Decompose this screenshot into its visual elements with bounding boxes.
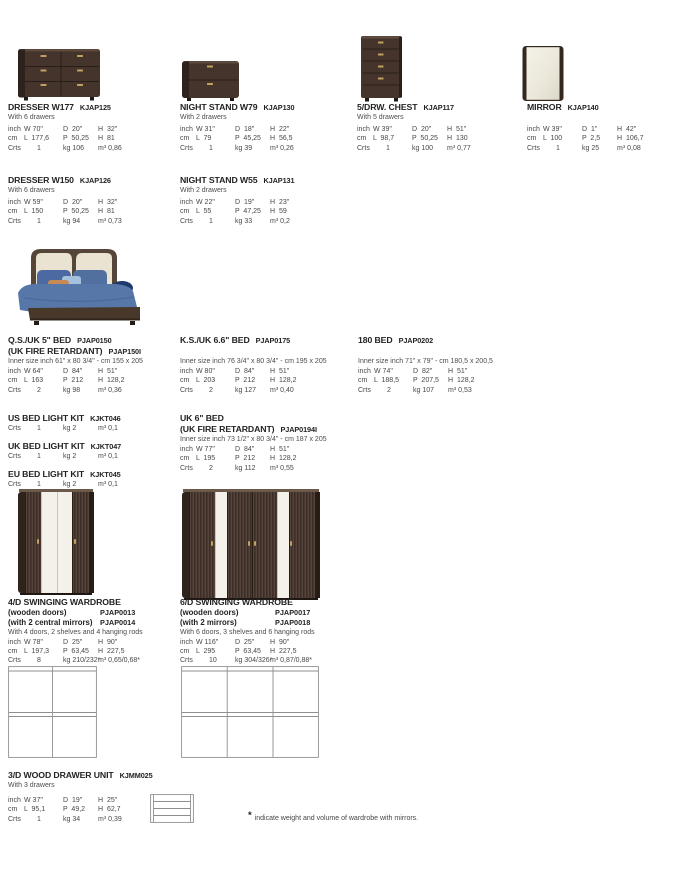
spec-row-cm: cm L 150 P 50,25 H 81 bbox=[8, 208, 115, 216]
five-drawer-chest-photo bbox=[357, 33, 407, 103]
product-code: PJAP0013 bbox=[100, 607, 136, 617]
product-name: US BED LIGHT KIT bbox=[8, 413, 85, 423]
wardrobe-handle bbox=[74, 539, 76, 544]
product-title-line2 bbox=[8, 346, 152, 357]
spec-row-inch: inch W 64" D 84" H 51" bbox=[8, 368, 118, 375]
spec-row-inch: inch W 77" D 84" H 51" bbox=[180, 446, 290, 453]
spec-row-crts: Crts 2 kg 112 m³ 0,55 bbox=[180, 464, 294, 472]
product-name: 6/D SWINGING WARDROBE bbox=[180, 597, 293, 607]
product-variant-line: (with 2 central mirrors) PJAP0014 bbox=[8, 617, 136, 627]
product-name: 5/DRW. CHEST bbox=[357, 102, 418, 112]
product-block-us-light-kit bbox=[8, 413, 152, 433]
spec-row-inch: inch W 31" D 18" H 22" bbox=[180, 126, 290, 133]
product-title-line bbox=[8, 335, 152, 346]
spec-row-crts: Crts 1 kg 33 m³ 0,2 bbox=[180, 217, 290, 225]
wardrobe-4d-photo bbox=[18, 489, 94, 595]
spec-row-crts: Crts 2 kg 107 m³ 0,53 bbox=[358, 386, 472, 394]
spec-row-cm: cm L 197,3 P 63,45 H 227,5 bbox=[8, 647, 125, 655]
product-name: 3/D WOOD DRAWER UNIT bbox=[8, 770, 114, 780]
product-code: PJAP0018 bbox=[275, 617, 311, 627]
spec-table bbox=[8, 796, 153, 824]
spec-row-crts: Crts 1 kg 34 m³ 0,39 bbox=[8, 815, 122, 823]
product-code: PJAP0150 bbox=[77, 336, 112, 345]
spec-row-inch: inch W 70" D 20" H 32" bbox=[8, 126, 118, 133]
spec-row-cm: cm L 195 P 212 H 128,2 bbox=[180, 455, 297, 463]
spec-table bbox=[180, 125, 324, 153]
inner-size: Inner size inch 73 1/2" x 80 3/4" - cm 187 x 205 bbox=[180, 436, 327, 443]
nightstand-w79-photo bbox=[180, 56, 242, 103]
product-title-line bbox=[527, 102, 671, 113]
wardrobe-6d-photo bbox=[182, 489, 320, 600]
product-title-line bbox=[180, 597, 324, 608]
product-name: DRESSER W177 bbox=[8, 102, 74, 112]
product-block-wardrobe-6d bbox=[180, 597, 324, 665]
product-subtitle: With 2 drawers bbox=[180, 114, 227, 121]
product-code: KJKT045 bbox=[90, 469, 121, 479]
product-code: KJMM025 bbox=[119, 771, 153, 780]
inner-size: Inner size inch 61" x 80 3/4" - cm 155 x 205 bbox=[8, 358, 143, 365]
product-title-line bbox=[8, 469, 152, 480]
product-name: EU BED LIGHT KIT bbox=[8, 468, 85, 479]
bed-light-kits bbox=[8, 413, 152, 489]
spec-row-cm: cm L 100 P 2,5 H 106,7 bbox=[527, 135, 644, 143]
product-title-line bbox=[8, 175, 152, 186]
wardrobe-handle bbox=[37, 539, 39, 544]
spec-row-cm: cm L 95,1 P 49,2 H 62,7 bbox=[8, 806, 121, 814]
spec-row-crts: Crts 2 kg 98 m³ 0,36 bbox=[8, 386, 122, 394]
footnote bbox=[248, 810, 418, 822]
spec-row-crts: Crts 10 kg 304/326* m³ 0,87/0,88* bbox=[180, 657, 313, 665]
spec-row-crts: Crts 8 kg 210/232* m³ 0,65/0,68* bbox=[8, 657, 141, 665]
product-code: KJAP117 bbox=[423, 103, 454, 112]
footnote-text: indicate weight and volume of wardrobe with mirrors. bbox=[254, 815, 419, 822]
product-code: KJAP125 bbox=[79, 103, 111, 112]
product-title-line bbox=[180, 175, 324, 186]
wardrobe-handle bbox=[211, 541, 213, 546]
product-block-mirror bbox=[527, 102, 671, 153]
product-code: KJAP131 bbox=[263, 176, 295, 185]
spec-row-cm: cm L 177,6 P 50,25 H 81 bbox=[8, 135, 115, 143]
product-code: KJAP126 bbox=[79, 176, 111, 185]
product-name: 4/D SWINGING WARDROBE bbox=[8, 597, 121, 607]
product-title-line bbox=[180, 335, 327, 346]
product-subtitle: With 6 drawers bbox=[8, 187, 55, 194]
spec-table bbox=[180, 367, 327, 395]
product-subtitle: With 6 doors, 3 shelves and 6 hanging rods bbox=[180, 628, 315, 636]
inner-size: Inner size inch 76 3/4" x 80 3/4" - cm 195 x 205 bbox=[180, 358, 327, 365]
asterisk-icon: * bbox=[248, 810, 252, 821]
spec-table bbox=[527, 125, 671, 153]
product-title-line2 bbox=[180, 424, 327, 435]
wardrobe-handle bbox=[248, 541, 250, 546]
spec-table bbox=[180, 198, 324, 226]
spec-row-inch: inch W 80" D 84" H 51" bbox=[180, 368, 290, 375]
spec-row-cm: cm L 98,7 P 50,25 H 130 bbox=[357, 135, 468, 143]
product-title-line bbox=[8, 413, 152, 424]
spec-row-cm: cm L 203 P 212 H 128,2 bbox=[180, 377, 297, 385]
product-subtitle: With 4 doors, 2 shelves and 4 hanging rods bbox=[8, 628, 143, 636]
spec-row-cm: cm L 79 P 45,25 H 56,5 bbox=[180, 135, 293, 143]
wardrobe-handle bbox=[254, 541, 256, 546]
spec-row-crts: Crts 1 kg 2 m³ 0,1 bbox=[8, 425, 118, 432]
spec-row-crts: Crts 1 kg 2 m³ 0,1 bbox=[8, 452, 118, 460]
packing-diagram-4d bbox=[8, 666, 97, 758]
product-block-wardrobe-4d bbox=[8, 597, 152, 665]
product-block-qs-uk5-bed bbox=[8, 335, 152, 395]
spec-table bbox=[357, 125, 501, 153]
product-title-line bbox=[180, 102, 324, 113]
spec-row-crts: Crts 1 kg 106 m³ 0,86 bbox=[8, 144, 122, 152]
product-block-eu-light-kit bbox=[8, 469, 152, 489]
spec-table bbox=[8, 638, 152, 666]
product-name: UK BED LIGHT KIT bbox=[8, 440, 85, 451]
product-block-dresser-w150 bbox=[8, 175, 152, 226]
product-block-ks-uk66-bed bbox=[180, 335, 327, 395]
product-name: Q.S./UK 5" BED bbox=[8, 335, 72, 345]
spec-row-inch: inch W 74" D 82" H 51" bbox=[358, 368, 468, 375]
product-name: NIGHT STAND W79 bbox=[180, 102, 258, 112]
product-title-line bbox=[180, 413, 327, 424]
product-title-line bbox=[8, 770, 153, 781]
packing-diagram-6d bbox=[181, 666, 319, 758]
product-subtitle: With 2 drawers bbox=[180, 187, 227, 194]
product-name: 180 BED bbox=[358, 335, 393, 345]
spec-row-inch: inch W 116" D 25" H 90" bbox=[180, 638, 290, 646]
product-block-180-bed bbox=[358, 335, 502, 395]
spec-row-inch: inch W 37" D 19" H 25" bbox=[8, 797, 118, 804]
product-code: PJAP0014 bbox=[100, 617, 136, 627]
drawer-unit-diagram bbox=[150, 794, 194, 823]
spec-row-crts: Crts 1 kg 25 m³ 0,08 bbox=[527, 144, 641, 152]
product-block-nightstand-w79 bbox=[180, 102, 324, 153]
product-block-3d-drawer-unit bbox=[8, 770, 153, 824]
bed-photo bbox=[10, 245, 158, 329]
product-code: PJAP0194I bbox=[280, 425, 317, 434]
spec-table bbox=[358, 367, 502, 395]
product-block-5drw-chest bbox=[357, 102, 501, 153]
inner-size: Inner size inch 71" x 79" - cm 180,5 x 200,5 bbox=[358, 358, 493, 365]
product-block-uk6-bed bbox=[180, 413, 327, 473]
spec-row-inch: inch W 22" D 19" H 23" bbox=[180, 199, 290, 206]
spec-row-crts: Crts 2 kg 127 m³ 0,40 bbox=[180, 386, 294, 394]
product-code: KJKT046 bbox=[90, 414, 121, 423]
spec-row-cm: cm L 163 P 212 H 128,2 bbox=[8, 377, 125, 385]
product-code: PJAP0202 bbox=[398, 336, 434, 345]
spec-table bbox=[180, 638, 324, 666]
spec-table bbox=[8, 125, 152, 153]
product-name: UK 6" BED bbox=[180, 413, 224, 423]
spec-row-inch: inch W 39" D 20" H 51" bbox=[357, 126, 467, 133]
mirror-photo bbox=[522, 45, 564, 102]
spec-row-crts: Crts 1 kg 2 m³ 0,1 bbox=[8, 480, 118, 488]
product-name: (UK FIRE RETARDANT) bbox=[8, 346, 103, 356]
product-code: PJAP0017 bbox=[275, 607, 311, 617]
spec-row-crts: Crts 1 kg 94 m³ 0,73 bbox=[8, 217, 122, 225]
product-variant-line: (wooden doors) PJAP0017 bbox=[180, 607, 311, 617]
product-title-line bbox=[8, 441, 152, 452]
spec-row-cm: cm L 188,5 P 207,5 H 128,2 bbox=[358, 377, 475, 385]
product-block-uk-light-kit bbox=[8, 441, 152, 461]
product-name: (UK FIRE RETARDANT) bbox=[180, 424, 275, 434]
product-code: KJAP140 bbox=[567, 103, 599, 112]
spec-table bbox=[8, 198, 152, 226]
product-variant-line: (wooden doors) PJAP0013 bbox=[8, 607, 136, 617]
spec-row-crts: Crts 1 kg 100 m³ 0,77 bbox=[357, 144, 471, 152]
wardrobe-handle bbox=[290, 541, 292, 546]
dresser-w177-photo bbox=[16, 46, 102, 103]
product-name: MIRROR bbox=[527, 102, 562, 112]
product-subtitle: With 5 drawers bbox=[357, 114, 404, 121]
product-code: KJKT047 bbox=[90, 441, 122, 451]
product-name: DRESSER W150 bbox=[8, 175, 74, 185]
product-name: NIGHT STAND W55 bbox=[180, 175, 258, 185]
spec-row-inch: inch W 39" D 1" H 42" bbox=[527, 126, 637, 133]
product-variant-line: (with 2 mirrors) PJAP0018 bbox=[180, 617, 311, 627]
product-block-dresser-w177 bbox=[8, 102, 152, 153]
product-subtitle: With 6 drawers bbox=[8, 114, 55, 121]
product-title-line bbox=[358, 335, 502, 346]
spec-row-cm: cm L 295 P 63,45 H 227,5 bbox=[180, 647, 297, 655]
product-title-line bbox=[8, 102, 152, 113]
product-code: PJAP0175 bbox=[255, 336, 291, 345]
spec-row-crts: Crts 1 kg 39 m³ 0,26 bbox=[180, 144, 294, 152]
product-subtitle: With 3 drawers bbox=[8, 782, 55, 789]
spec-table bbox=[8, 367, 152, 395]
product-block-nightstand-w55 bbox=[180, 175, 324, 226]
product-title-line bbox=[357, 102, 501, 113]
spec-row-inch: inch W 59" D 20" H 32" bbox=[8, 199, 118, 206]
wardrobe-base-edge bbox=[20, 593, 92, 595]
product-code: KJAP130 bbox=[263, 103, 295, 112]
spec-row-inch: inch W 78" D 25" H 90" bbox=[8, 638, 118, 646]
product-title-line bbox=[8, 597, 152, 608]
product-code: PJAP150I bbox=[108, 347, 141, 356]
product-name: K.S./UK 6.6" BED bbox=[180, 335, 250, 345]
spec-row-cm: cm L 55 P 47,25 H 59 bbox=[180, 208, 287, 216]
spec-table bbox=[180, 445, 327, 473]
